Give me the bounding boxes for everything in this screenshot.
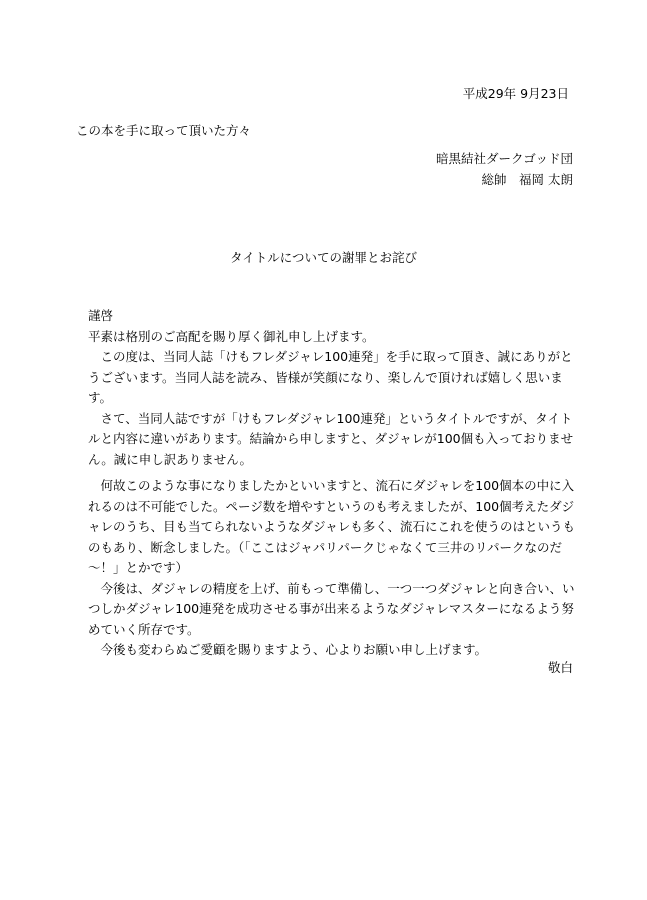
paragraph-apology: さて、当同人誌ですが「けもフレダジャレ100連発」というタイトルですが、タイトルと内容に違いがあります。結論から申しますと、ダジャレが100個も入っておりません。誠に申し訳ありません。 [88,410,574,467]
salutation: 謹啓 [88,308,114,323]
sender-organization: 暗黒結社ダークゴッド団 [435,151,573,166]
paragraph-thanks: この度は、当同人誌「けもフレダジャレ100連発」を手に取って頂き、誠にありがとうございます。当同人誌を読み、皆様が笑顔になり、楽しんで頂ければ嬉しく思います。 [88,349,573,405]
paragraph-reason: 何故このような事になりましたかといいますと、流石にダジャレを100個本の中に入れるのは不可能でした。ページ数を増やすというのも考えましたが、100個考えたダジャレのうち、目も当てられないようなダジャレも多く、流石にこれを使うのはというものもあり、断念しました。（「ここはジャパリパークじゃなくて三井のリパークなのだ～！」とかです） [88,478,576,575]
sender-name: 総帥 福岡 太朗 [481,172,573,187]
paragraph-closing-wish: 今後も変わらぬご愛顧を賜りますよう、心よりお願い申し上げます。 [88,642,488,657]
letter-date: 平成29年 9月23日 [462,86,569,101]
letter-title: タイトルについての謝罪とお詫び [229,250,417,265]
paragraph-future: 今後は、ダジャレの精度を上げ、前もって準備し、一つ一つダジャレと向き合い、いつしかダジャレ100連発を成功させる事が出来るようなダジャレマスターになるよう努めていく所存です。 [88,580,575,637]
closing-word: 敬白 [547,660,573,675]
paragraph-greeting: 平素は格別のご高配を賜り厚く御礼申し上げます。 [88,328,375,344]
letter-body [88,306,583,661]
addressee: この本を手に取って頂いた方々 [76,123,252,138]
